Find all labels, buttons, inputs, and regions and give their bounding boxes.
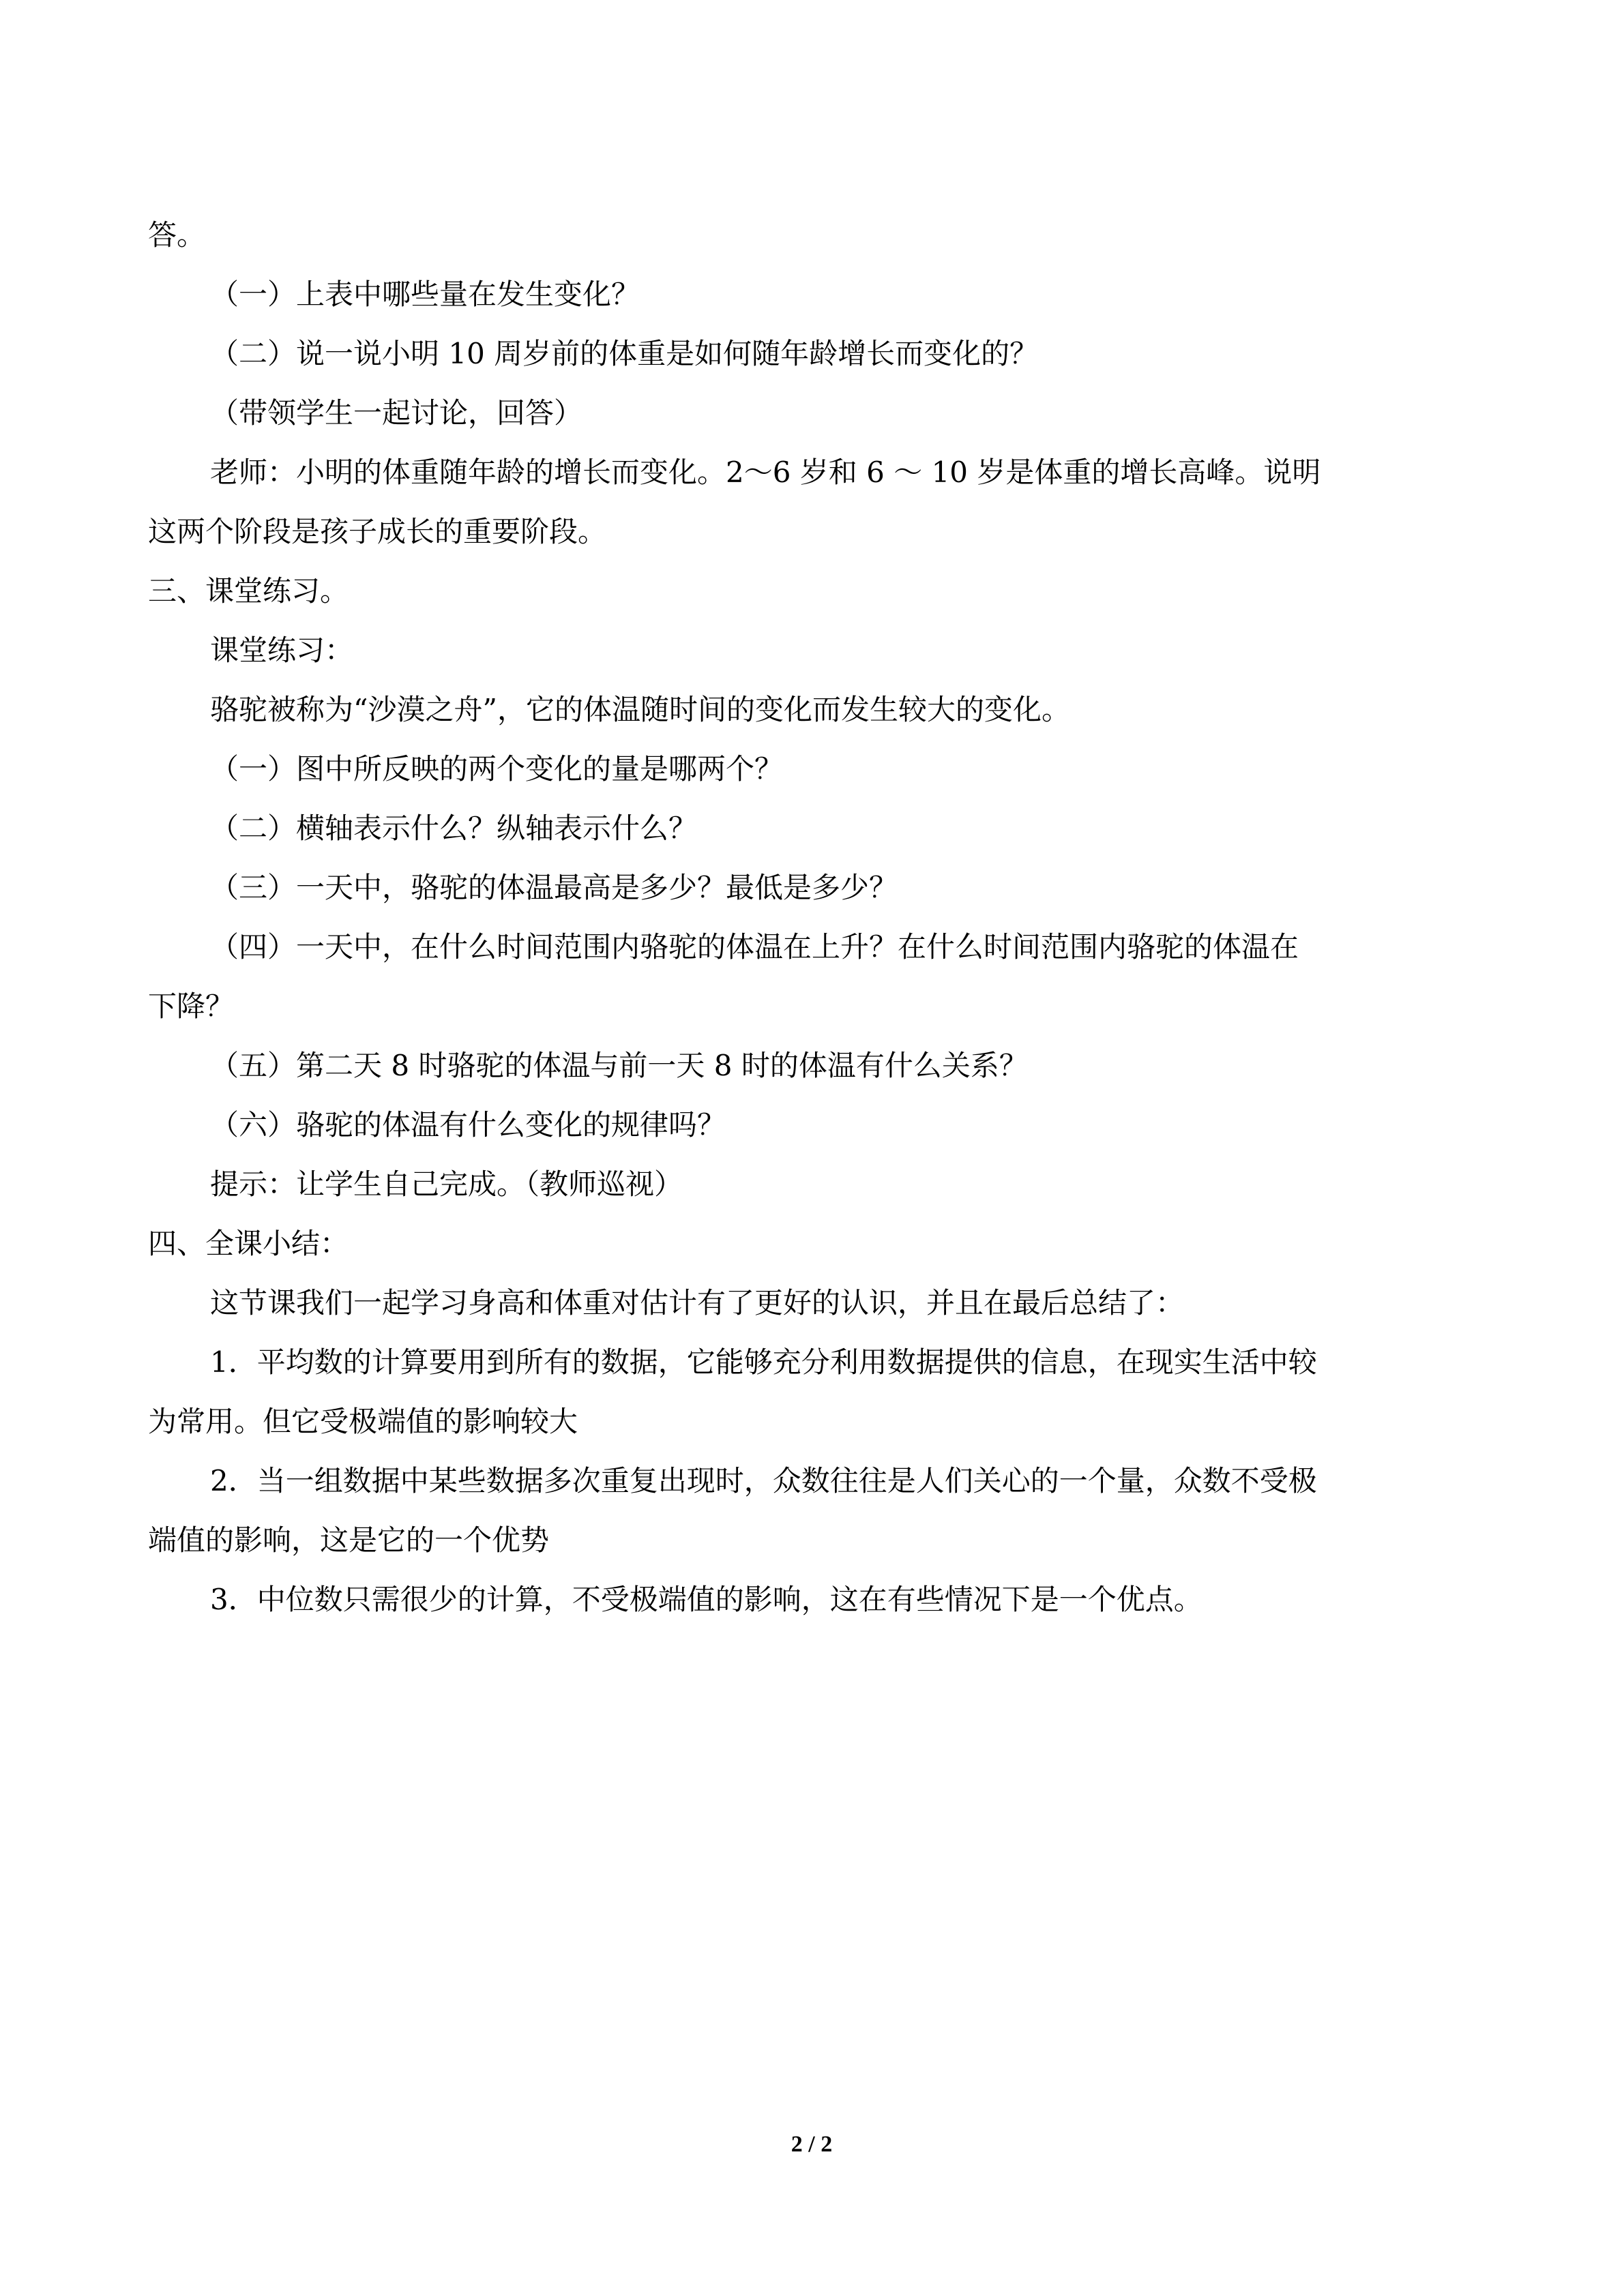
section-heading: 三、课堂练习。: [148, 574, 349, 608]
section-heading: 四、全课小结：: [148, 1227, 349, 1260]
text-line: （二）横轴表示什么？纵轴表示什么？: [210, 811, 698, 845]
text-line: （一）图中所反映的两个变化的量是哪两个？: [210, 752, 784, 786]
text-line: 2．当一组数据中某些数据多次重复出现时，众数往往是人们关心的一个量，众数不受极: [210, 1464, 1317, 1497]
text-line: 下降？: [148, 989, 235, 1023]
text-line: 提示：让学生自己完成。（教师巡视）: [210, 1167, 683, 1201]
text-line: 端值的影响，这是它的一个优势: [148, 1523, 550, 1557]
text-line: 为常用。但它受极端值的影响较大: [148, 1405, 578, 1438]
text-line: 3．中位数只需很少的计算，不受极端值的影响，这在有些情况下是一个优点。: [210, 1583, 1202, 1616]
text-line: （五）第二天 8 时骆驼的体温与前一天 8 时的体温有什么关系？: [210, 1049, 1028, 1082]
text-line: （一）上表中哪些量在发生变化？: [210, 278, 640, 311]
text-line: （六）骆驼的体温有什么变化的规律吗？: [210, 1108, 726, 1142]
text-line: （三）一天中，骆驼的体温最高是多少？最低是多少？: [210, 871, 898, 904]
text-line: 课堂练习：: [210, 633, 354, 667]
text-line: （带领学生一起讨论，回答）: [210, 396, 583, 430]
text-line: 答。: [148, 218, 206, 252]
text-line: 1．平均数的计算要用到所有的数据，它能够充分利用数据提供的信息，在现实生活中较: [210, 1345, 1317, 1379]
text-line: （二）说一说小明 10 周岁前的体重是如何随年龄增长而变化的？: [210, 337, 1039, 370]
text-line: 这节课我们一起学习身高和体重对估计有了更好的认识，并且在最后总结了：: [210, 1286, 1185, 1320]
page-number: 2 / 2: [791, 2132, 833, 2157]
text-line: 老师：小明的体重随年龄的增长而变化。2～6 岁和 6 ～ 10 岁是体重的增长高峰。说明: [210, 456, 1321, 489]
text-line: 骆驼被称为“沙漠之舟”，它的体温随时间的变化而发生较大的变化。: [210, 693, 1070, 726]
text-line: （四）一天中，在什么时间范围内骆驼的体温在上升？在什么时间范围内骆驼的体温在: [210, 930, 1299, 964]
text-line: 这两个阶段是孩子成长的重要阶段。: [148, 515, 607, 548]
